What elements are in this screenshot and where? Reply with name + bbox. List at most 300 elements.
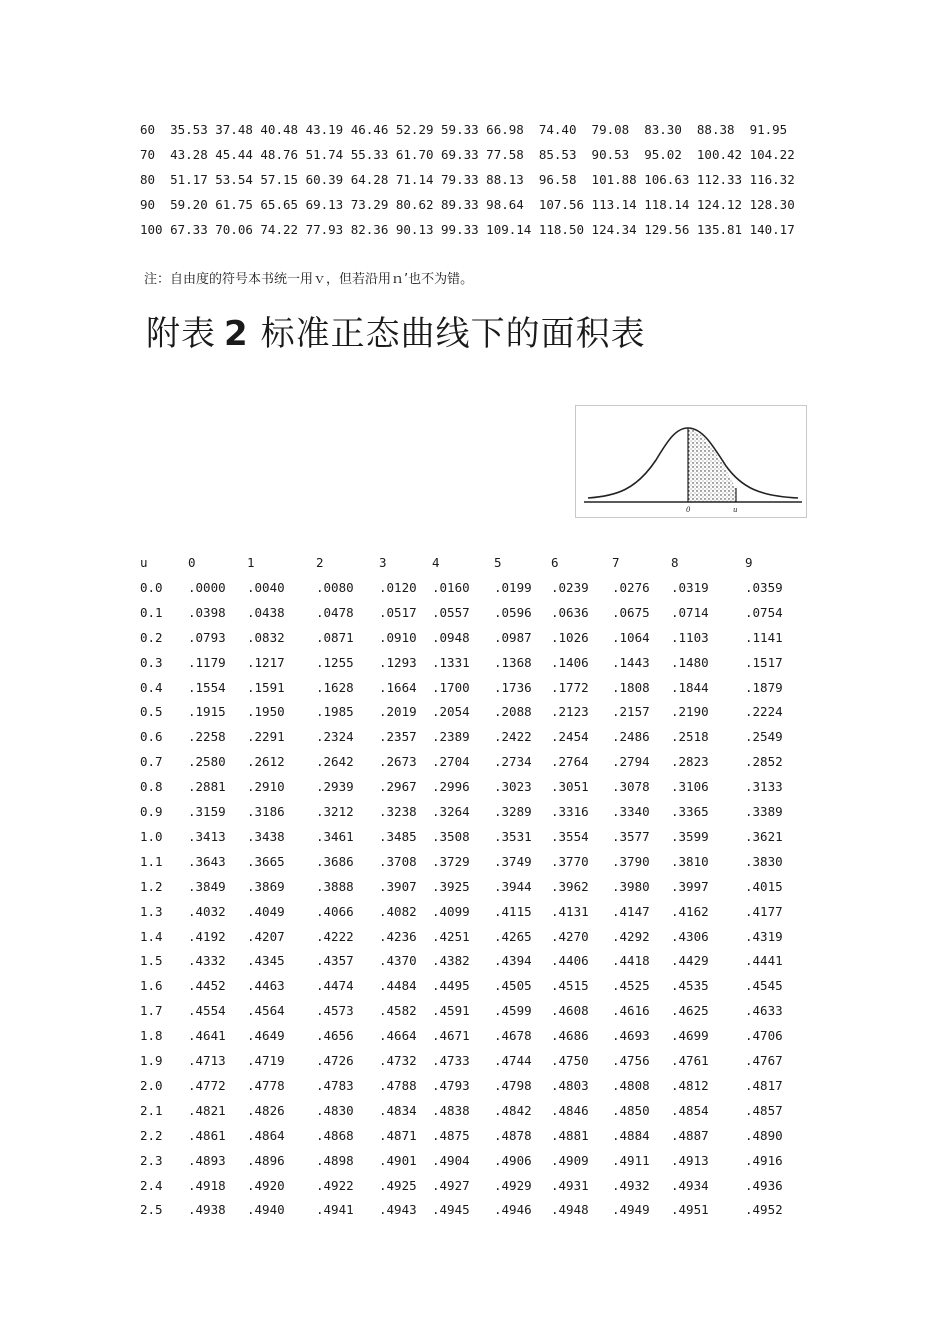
table-cell: .4916: [745, 1152, 783, 1168]
table-cell: .3621: [745, 828, 783, 844]
row-label: 1.5: [140, 953, 163, 969]
row-label: 1.9: [140, 1053, 163, 1068]
table-cell: .4893: [188, 1152, 226, 1168]
table-cell: .3907: [379, 878, 417, 894]
table-cell: .4147: [612, 903, 650, 919]
table-cell: .4834: [379, 1102, 417, 1118]
table-cell: .1293: [379, 654, 417, 670]
header-digit: 0: [188, 555, 196, 570]
table-cell: .2852: [745, 754, 783, 770]
table-cell: .4545: [745, 978, 783, 994]
table-cell: .4332: [188, 953, 226, 969]
table-cell: .4952: [745, 1202, 783, 1218]
table-cell: .4207: [247, 928, 285, 944]
table-cell: .4878: [494, 1127, 532, 1143]
table-cell: .3078: [612, 779, 650, 795]
footnote: 注：自由度的符号本书统一用ｖ，但若沿用ｎ’也不为错。: [144, 272, 474, 287]
table-cell: .2357: [379, 729, 417, 745]
table-cell: .4515: [551, 978, 589, 994]
table-cell: .0910: [379, 629, 417, 645]
header-digit: 4: [432, 555, 440, 570]
table-cell: .3962: [551, 878, 589, 894]
table-cell: .3186: [247, 804, 285, 819]
table-cell: .3997: [671, 878, 709, 894]
table-cell: .4015: [745, 878, 783, 894]
table-cell: .1103: [671, 629, 709, 645]
table-cell: .2454: [551, 729, 589, 745]
table-cell: .4292: [612, 928, 650, 944]
table-cell: .3810: [671, 853, 709, 869]
top-table-row: 90 59.20 61.75 65.65 69.13 73.29 80.62 89.33 98.64 107.56 113.14 118.14 124.12 128.30: [140, 197, 795, 212]
table-cell: .4890: [745, 1127, 783, 1143]
table-cell: .4406: [551, 953, 589, 969]
table-cell: .4913: [671, 1152, 709, 1168]
row-label: 0.4: [140, 679, 163, 695]
table-cell: .4943: [379, 1202, 417, 1218]
table-cell: .2190: [671, 704, 709, 720]
table-cell: .4382: [432, 953, 470, 969]
table-cell: .4394: [494, 953, 532, 969]
table-cell: .4884: [612, 1127, 650, 1143]
table-cell: .4222: [316, 928, 354, 944]
row-label: 0.7: [140, 754, 163, 770]
table-cell: .2549: [745, 729, 783, 745]
table-cell: .4911: [612, 1152, 650, 1168]
table-cell: .4270: [551, 928, 589, 944]
table-cell: .3599: [671, 828, 709, 844]
table-cell: .4115: [494, 903, 532, 919]
table-cell: .4821: [188, 1102, 226, 1118]
table-cell: .4608: [551, 1003, 589, 1019]
table-cell: .4904: [432, 1152, 470, 1168]
row-label: 0.0: [140, 579, 163, 595]
table-cell: .1406: [551, 654, 589, 670]
table-cell: .4525: [612, 978, 650, 994]
table-cell: .2019: [379, 704, 417, 720]
table-cell: .4881: [551, 1127, 589, 1143]
table-cell: .4345: [247, 953, 285, 969]
table-cell: .1772: [551, 679, 589, 695]
table-cell: .4864: [247, 1127, 285, 1143]
table-cell: .0080: [316, 579, 354, 595]
row-label: 1.1: [140, 853, 163, 869]
header-digit: 3: [379, 555, 387, 570]
table-cell: .2939: [316, 779, 354, 795]
table-cell: .2389: [432, 729, 470, 745]
row-label: 0.3: [140, 654, 163, 670]
table-cell: .4591: [432, 1003, 470, 1019]
table-cell: .3554: [551, 828, 589, 844]
row-label: 2.1: [140, 1102, 163, 1118]
row-label: 1.3: [140, 903, 163, 919]
table-cell: .4726: [316, 1053, 354, 1068]
table-cell: .4699: [671, 1028, 709, 1044]
table-cell: .4177: [745, 903, 783, 919]
table-cell: .3106: [671, 779, 709, 795]
table-cell: .0359: [745, 579, 783, 595]
table-cell: .0040: [247, 579, 285, 595]
table-cell: .0478: [316, 604, 354, 620]
table-cell: .4951: [671, 1202, 709, 1218]
table-cell: .4756: [612, 1053, 650, 1068]
table-cell: .2258: [188, 729, 226, 745]
table-cell: .1141: [745, 629, 783, 645]
table-cell: .4236: [379, 928, 417, 944]
table-cell: .4909: [551, 1152, 589, 1168]
table-cell: .4495: [432, 978, 470, 994]
table-cell: .4192: [188, 928, 226, 944]
table-cell: .4625: [671, 1003, 709, 1019]
table-cell: .3686: [316, 853, 354, 869]
table-cell: .3830: [745, 853, 783, 869]
table-cell: .4099: [432, 903, 470, 919]
table-cell: .3749: [494, 853, 532, 869]
header-digit: 2: [316, 555, 324, 570]
table-cell: .4812: [671, 1077, 709, 1093]
header-digit: 8: [671, 555, 679, 570]
header-digit: 9: [745, 555, 753, 570]
table-cell: .4857: [745, 1102, 783, 1118]
table-cell: .2764: [551, 754, 589, 770]
row-label: 0.2: [140, 629, 163, 645]
table-cell: .4370: [379, 953, 417, 969]
row-label: 2.4: [140, 1177, 163, 1193]
table-cell: .0987: [494, 629, 532, 645]
table-cell: .0517: [379, 604, 417, 620]
table-cell: .1255: [316, 654, 354, 670]
table-cell: .3577: [612, 828, 650, 844]
title-prefix: 附表: [146, 314, 216, 354]
table-cell: .2734: [494, 754, 532, 770]
table-cell: .4778: [247, 1077, 285, 1093]
table-cell: .4082: [379, 903, 417, 919]
table-cell: .3485: [379, 828, 417, 844]
header-digit: 1: [247, 555, 255, 570]
table-cell: .4761: [671, 1053, 709, 1068]
table-cell: .4564: [247, 1003, 285, 1019]
table-cell: .0120: [379, 579, 417, 595]
table-cell: .1628: [316, 679, 354, 695]
table-cell: .4896: [247, 1152, 285, 1168]
table-cell: .2823: [671, 754, 709, 770]
table-cell: .4838: [432, 1102, 470, 1118]
table-cell: .4817: [745, 1077, 783, 1093]
table-cell: .1950: [247, 704, 285, 720]
table-cell: .4429: [671, 953, 709, 969]
table-cell: .1480: [671, 654, 709, 670]
table-cell: .2157: [612, 704, 650, 720]
table-cell: .4535: [671, 978, 709, 994]
table-cell: .1879: [745, 679, 783, 695]
row-label: 0.9: [140, 804, 163, 819]
table-cell: .4861: [188, 1127, 226, 1143]
figure-label-zero: 0: [686, 506, 691, 514]
table-cell: .4319: [745, 928, 783, 944]
table-cell: .0832: [247, 629, 285, 645]
table-cell: .3665: [247, 853, 285, 869]
row-label: 1.0: [140, 828, 163, 844]
table-cell: .1368: [494, 654, 532, 670]
table-cell: .2580: [188, 754, 226, 770]
row-label: 1.2: [140, 878, 163, 894]
table-cell: .4934: [671, 1177, 709, 1193]
row-label: 0.8: [140, 779, 163, 795]
table-cell: .4788: [379, 1077, 417, 1093]
table-cell: .4484: [379, 978, 417, 994]
table-cell: .4664: [379, 1028, 417, 1044]
row-label: 2.2: [140, 1127, 163, 1143]
table-cell: .4940: [247, 1202, 285, 1218]
table-cell: .3944: [494, 878, 532, 894]
table-cell: .2967: [379, 779, 417, 795]
table-cell: .4898: [316, 1152, 354, 1168]
header-digit: 5: [494, 555, 502, 570]
table-cell: .4931: [551, 1177, 589, 1193]
table-cell: .0398: [188, 604, 226, 620]
table-cell: .4798: [494, 1077, 532, 1093]
table-cell: .3316: [551, 804, 589, 819]
table-cell: .4573: [316, 1003, 354, 1019]
table-cell: .2123: [551, 704, 589, 720]
table-cell: .4830: [316, 1102, 354, 1118]
row-label: 2.0: [140, 1077, 163, 1093]
table-cell: .3849: [188, 878, 226, 894]
normal-curve-illustration: [576, 406, 806, 517]
table-cell: .4929: [494, 1177, 532, 1193]
table-cell: .4656: [316, 1028, 354, 1044]
table-cell: .3238: [379, 804, 417, 819]
table-cell: .3413: [188, 828, 226, 844]
table-cell: .0948: [432, 629, 470, 645]
table-cell: .4901: [379, 1152, 417, 1168]
table-cell: .3023: [494, 779, 532, 795]
table-cell: .1064: [612, 629, 650, 645]
table-cell: .4066: [316, 903, 354, 919]
table-cell: .3051: [551, 779, 589, 795]
page-title: [146, 306, 646, 355]
table-cell: .4938: [188, 1202, 226, 1218]
top-table-row: 70 43.28 45.44 48.76 51.74 55.33 61.70 69.33 77.58 85.53 90.53 95.02 100.42 104.22: [140, 147, 795, 162]
table-cell: .3790: [612, 853, 650, 869]
table-cell: .4162: [671, 903, 709, 919]
table-cell: .0557: [432, 604, 470, 620]
table-cell: .1591: [247, 679, 285, 695]
table-cell: .1985: [316, 704, 354, 720]
table-cell: .4671: [432, 1028, 470, 1044]
table-cell: .2642: [316, 754, 354, 770]
table-cell: .3888: [316, 878, 354, 894]
table-cell: .4906: [494, 1152, 532, 1168]
top-table-row: 100 67.33 70.06 74.22 77.93 82.36 90.13 99.33 109.14 118.50 124.34 129.56 135.81 140.17: [140, 222, 795, 237]
table-cell: .4918: [188, 1177, 226, 1193]
table-cell: .4693: [612, 1028, 650, 1044]
table-cell: .4032: [188, 903, 226, 919]
table-cell: .2054: [432, 704, 470, 720]
table-cell: .4452: [188, 978, 226, 994]
table-cell: .4842: [494, 1102, 532, 1118]
table-cell: .4887: [671, 1127, 709, 1143]
row-label: 0.5: [140, 704, 163, 720]
table-cell: .2704: [432, 754, 470, 770]
table-cell: .4505: [494, 978, 532, 994]
table-cell: .0596: [494, 604, 532, 620]
table-cell: .4733: [432, 1053, 470, 1068]
table-cell: .4582: [379, 1003, 417, 1019]
table-cell: .2794: [612, 754, 650, 770]
table-cell: .4265: [494, 928, 532, 944]
table-cell: .0714: [671, 604, 709, 620]
table-cell: .3770: [551, 853, 589, 869]
normal-curve-figure: [575, 405, 807, 518]
table-cell: .2422: [494, 729, 532, 745]
table-cell: .4616: [612, 1003, 650, 1019]
table-cell: .1808: [612, 679, 650, 695]
row-label: 1.7: [140, 1003, 163, 1019]
table-cell: .4599: [494, 1003, 532, 1019]
table-cell: .1026: [551, 629, 589, 645]
table-cell: .3643: [188, 853, 226, 869]
row-label: 2.3: [140, 1152, 163, 1168]
table-cell: .4783: [316, 1077, 354, 1093]
table-cell: .4719: [247, 1053, 285, 1068]
table-cell: .0871: [316, 629, 354, 645]
table-cell: .4706: [745, 1028, 783, 1044]
table-cell: .3729: [432, 853, 470, 869]
table-cell: .0000: [188, 579, 226, 595]
table-cell: .1331: [432, 654, 470, 670]
table-cell: .4946: [494, 1202, 532, 1218]
table-cell: .0675: [612, 604, 650, 620]
table-cell: .4306: [671, 928, 709, 944]
table-cell: .4474: [316, 978, 354, 994]
table-cell: .4850: [612, 1102, 650, 1118]
header-digit: 6: [551, 555, 559, 570]
figure-label-u: u: [733, 506, 738, 514]
table-cell: .4808: [612, 1077, 650, 1093]
table-cell: .2996: [432, 779, 470, 795]
table-cell: .3531: [494, 828, 532, 844]
table-cell: .1179: [188, 654, 226, 670]
table-cell: .4793: [432, 1077, 470, 1093]
table-cell: .3438: [247, 828, 285, 844]
table-cell: .3869: [247, 878, 285, 894]
table-cell: .3264: [432, 804, 470, 819]
table-cell: .4772: [188, 1077, 226, 1093]
table-cell: .4713: [188, 1053, 226, 1068]
table-cell: .4750: [551, 1053, 589, 1068]
table-cell: .4922: [316, 1177, 354, 1193]
row-label: 1.6: [140, 978, 163, 994]
table-cell: .4131: [551, 903, 589, 919]
table-cell: .1443: [612, 654, 650, 670]
table-cell: .4649: [247, 1028, 285, 1044]
table-cell: .2486: [612, 729, 650, 745]
top-table-row: 60 35.53 37.48 40.48 43.19 46.46 52.29 59.33 66.98 74.40 79.08 83.30 88.38 91.95: [140, 122, 788, 137]
table-cell: .4686: [551, 1028, 589, 1044]
row-label: 1.8: [140, 1028, 163, 1044]
table-cell: .0754: [745, 604, 783, 620]
table-cell: .4633: [745, 1003, 783, 1019]
table-cell: .2612: [247, 754, 285, 770]
table-cell: .4932: [612, 1177, 650, 1193]
row-label: 2.5: [140, 1202, 163, 1218]
table-cell: .3289: [494, 804, 532, 819]
title-suffix: 标准正态曲线下的面积表: [260, 314, 646, 354]
table-cell: .4846: [551, 1102, 589, 1118]
row-label: 0.6: [140, 729, 163, 745]
table-cell: .1517: [745, 654, 783, 670]
table-cell: .0636: [551, 604, 589, 620]
table-cell: .4871: [379, 1127, 417, 1143]
table-cell: .3133: [745, 779, 783, 795]
table-cell: .2088: [494, 704, 532, 720]
table-cell: .3340: [612, 804, 650, 819]
table-cell: .0160: [432, 579, 470, 595]
table-cell: .4463: [247, 978, 285, 994]
table-cell: .3461: [316, 828, 354, 844]
row-label: 1.4: [140, 928, 163, 944]
table-cell: .4767: [745, 1053, 783, 1068]
table-cell: .4251: [432, 928, 470, 944]
table-cell: .4920: [247, 1177, 285, 1193]
table-cell: .4418: [612, 953, 650, 969]
table-cell: .3365: [671, 804, 709, 819]
table-cell: .4941: [316, 1202, 354, 1218]
table-cell: .3389: [745, 804, 783, 819]
table-cell: .0199: [494, 579, 532, 595]
table-cell: .4925: [379, 1177, 417, 1193]
table-cell: .1736: [494, 679, 532, 695]
table-cell: .3212: [316, 804, 354, 819]
table-cell: .4803: [551, 1077, 589, 1093]
table-cell: .4641: [188, 1028, 226, 1044]
top-table-row: 80 51.17 53.54 57.15 60.39 64.28 71.14 79.33 88.13 96.58 101.88 106.63 112.33 116.32: [140, 172, 795, 187]
table-cell: .0793: [188, 629, 226, 645]
table-cell: .4949: [612, 1202, 650, 1218]
table-cell: .4927: [432, 1177, 470, 1193]
table-cell: .3159: [188, 804, 226, 819]
table-cell: .2518: [671, 729, 709, 745]
table-cell: .4678: [494, 1028, 532, 1044]
table-cell: .4826: [247, 1102, 285, 1118]
table-cell: .4732: [379, 1053, 417, 1068]
row-label: 0.1: [140, 604, 163, 620]
table-cell: .4875: [432, 1127, 470, 1143]
header-digit: 7: [612, 555, 620, 570]
table-cell: .4854: [671, 1102, 709, 1118]
table-cell: .3980: [612, 878, 650, 894]
table-cell: .1664: [379, 679, 417, 695]
table-cell: .0239: [551, 579, 589, 595]
table-cell: .4049: [247, 903, 285, 919]
table-cell: .1844: [671, 679, 709, 695]
table-cell: .1217: [247, 654, 285, 670]
table-cell: .4744: [494, 1053, 532, 1068]
table-cell: .2673: [379, 754, 417, 770]
table-cell: .4948: [551, 1202, 589, 1218]
header-u: u: [140, 555, 148, 570]
table-cell: .4441: [745, 953, 783, 969]
table-cell: .4868: [316, 1127, 354, 1143]
table-cell: .0438: [247, 604, 285, 620]
table-cell: .4357: [316, 953, 354, 969]
table-cell: .1700: [432, 679, 470, 695]
table-cell: .4945: [432, 1202, 470, 1218]
table-cell: .1554: [188, 679, 226, 695]
table-cell: .1915: [188, 704, 226, 720]
table-cell: .2224: [745, 704, 783, 720]
table-cell: .3925: [432, 878, 470, 894]
